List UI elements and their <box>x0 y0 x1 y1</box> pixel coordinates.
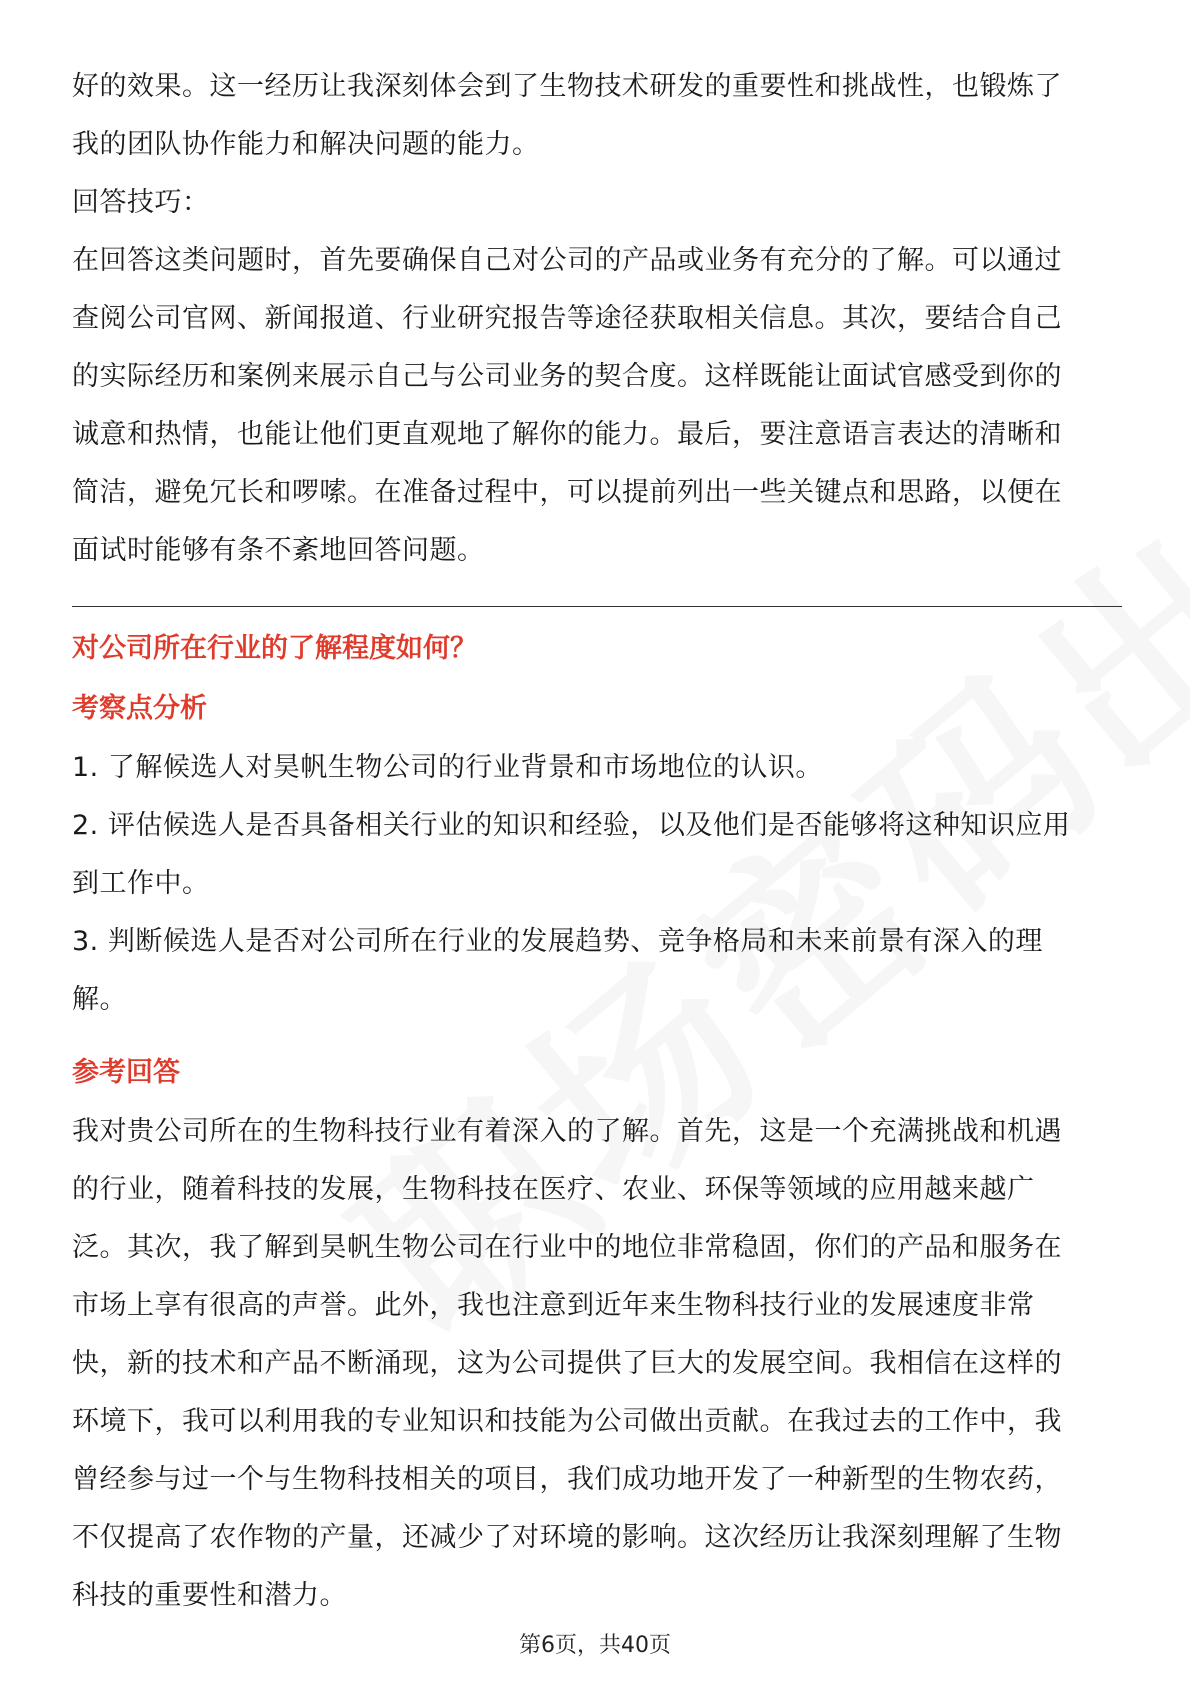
intro-paragraph <box>72 58 1122 174</box>
list-item: 2. 评估候选人是否具备相关行业的知识和经验，以及他们是否能够将这种知识应用 <box>72 810 1071 841</box>
section-divider <box>72 606 1122 607</box>
document-page <box>72 58 1122 1625</box>
text-line: 诚意和热情，也能让他们更直观地了解你的能力。最后，要注意语言表达的清晰和 <box>72 419 1062 450</box>
question-title: 对公司所在行业的了解程度如何？ <box>72 633 477 664</box>
text-line: 简洁，避免冗长和啰嗦。在准备过程中，可以提前列出一些关键点和思路，以便在 <box>72 477 1062 508</box>
text-line: 泛。其次，我了解到昊帆生物公司在行业中的地位非常稳固，你们的产品和服务在 <box>72 1232 1062 1263</box>
text-line: 好的效果。这一经历让我深刻体会到了生物技术研发的重要性和挑战性，也锻炼了 <box>72 71 1062 102</box>
tips-label: 回答技巧： <box>72 187 210 218</box>
text-line: 快，新的技术和产品不断涌现，这为公司提供了巨大的发展空间。我相信在这样的 <box>72 1348 1062 1379</box>
analysis-list <box>72 739 1122 1029</box>
analysis-heading: 考察点分析 <box>72 693 207 724</box>
text-line: 在回答这类问题时，首先要确保自己对公司的产品或业务有充分的了解。可以通过 <box>72 245 1062 276</box>
text-line: 我对贵公司所在的生物科技行业有着深入的了解。首先，这是一个充满挑战和机遇 <box>72 1116 1062 1147</box>
tips-paragraph <box>72 232 1122 580</box>
list-item-continuation: 解。 <box>72 984 127 1015</box>
text-line: 的行业，随着科技的发展，生物科技在医疗、农业、环保等领域的应用越来越广 <box>72 1174 1035 1205</box>
page-footer <box>0 1628 1190 1659</box>
text-line: 的实际经历和案例来展示自己与公司业务的契合度。这样既能让面试官感受到你的 <box>72 361 1062 392</box>
text-line: 查阅公司官网、新闻报道、行业研究报告等途径获取相关信息。其次，要结合自己 <box>72 303 1062 334</box>
reference-answer <box>72 1103 1122 1625</box>
list-item: 1. 了解候选人对昊帆生物公司的行业背景和市场地位的认识。 <box>72 752 823 783</box>
text-line: 我的团队协作能力和解决问题的能力。 <box>72 129 540 160</box>
text-line: 环境下，我可以利用我的专业知识和技能为公司做出贡献。在我过去的工作中，我 <box>72 1406 1062 1437</box>
reference-heading: 参考回答 <box>72 1057 180 1088</box>
text-line: 曾经参与过一个与生物科技相关的项目，我们成功地开发了一种新型的生物农药， <box>72 1464 1062 1495</box>
list-item-continuation: 到工作中。 <box>72 868 210 899</box>
text-line: 科技的重要性和潜力。 <box>72 1580 347 1611</box>
text-line: 市场上享有很高的声誉。此外，我也注意到近年来生物科技行业的发展速度非常 <box>72 1290 1035 1321</box>
text-line: 不仅提高了农作物的产量，还减少了对环境的影响。这次经历让我深刻理解了生物 <box>72 1522 1062 1553</box>
page-number: 第6页，共40页 <box>519 1633 671 1658</box>
list-item: 3. 判断候选人是否对公司所在行业的发展趋势、竞争格局和未来前景有深入的理 <box>72 926 1043 957</box>
text-line: 面试时能够有条不紊地回答问题。 <box>72 535 485 566</box>
